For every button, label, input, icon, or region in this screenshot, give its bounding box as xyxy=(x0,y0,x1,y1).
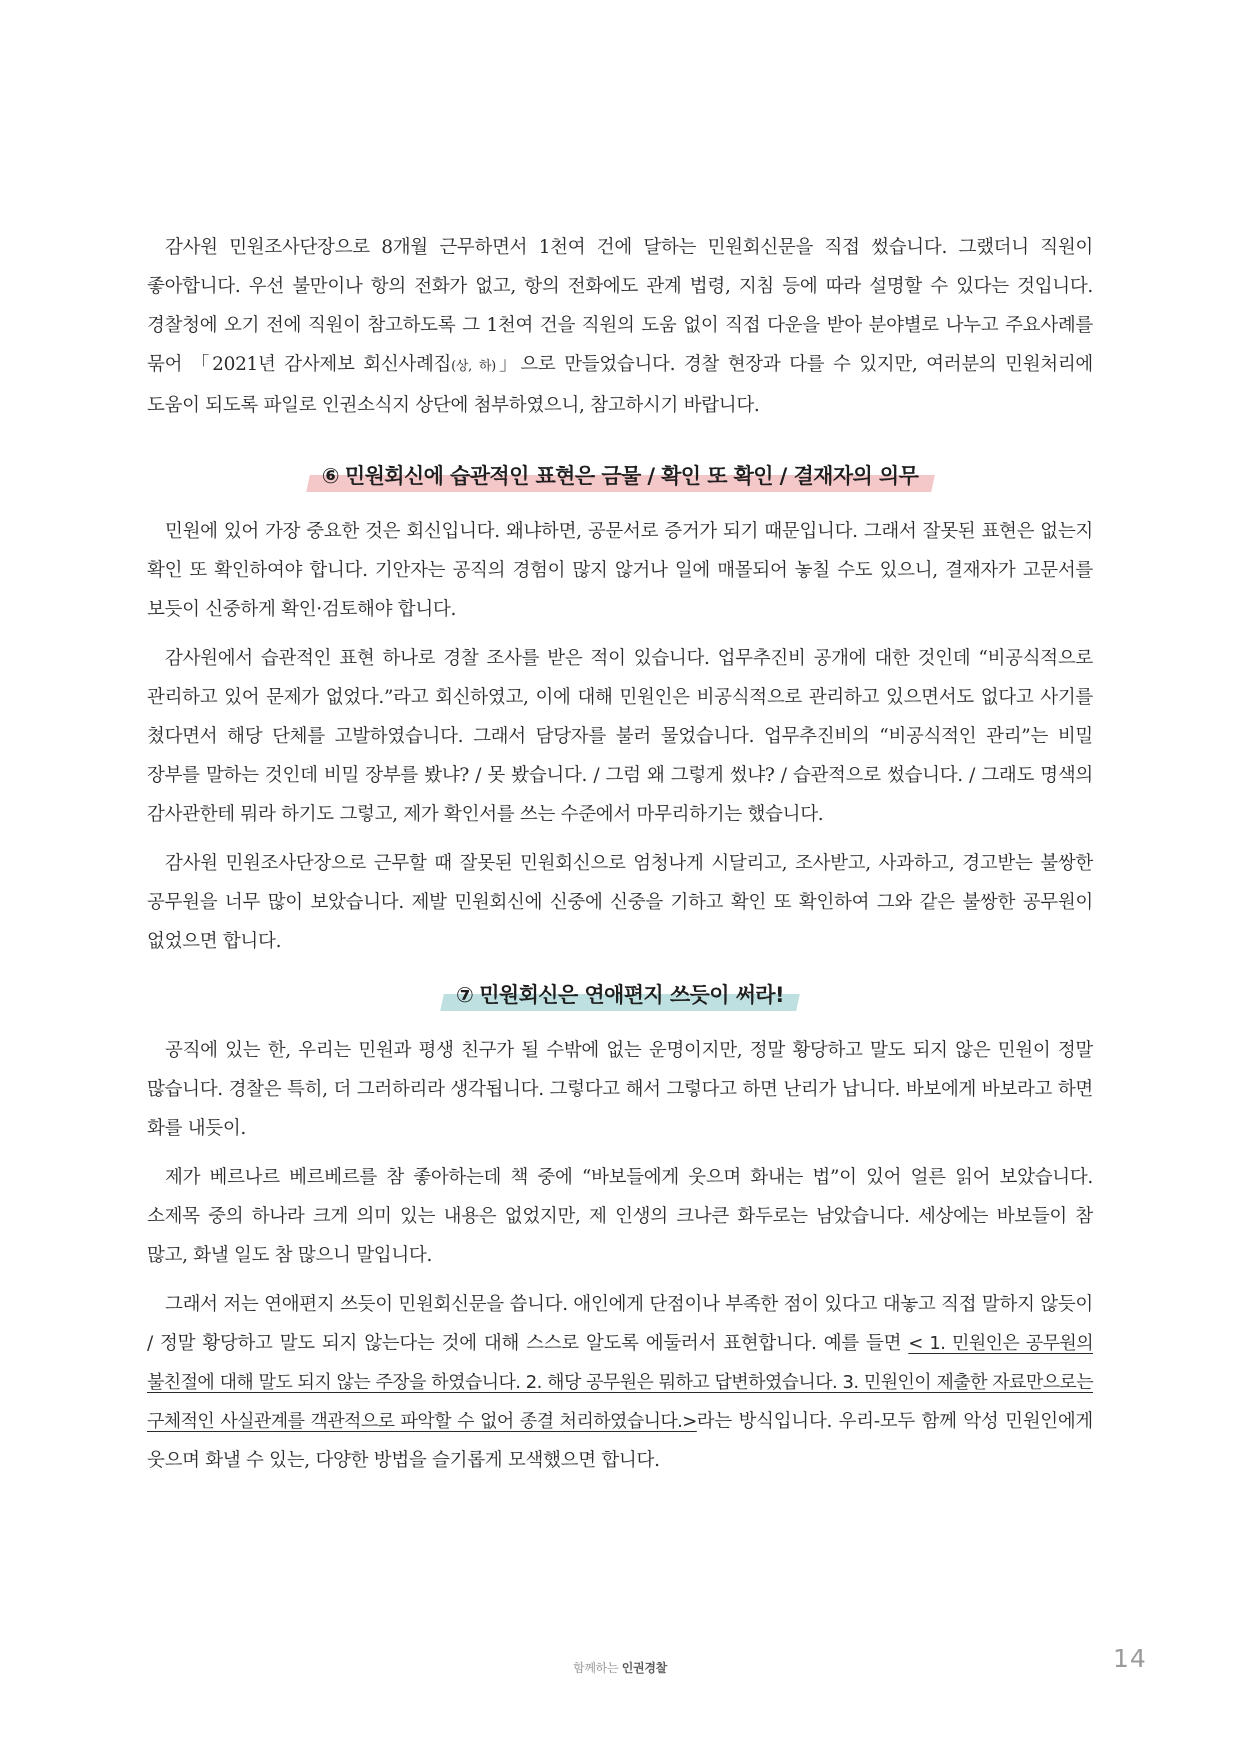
section6-paragraph: 민원에 있어 가장 중요한 것은 회신입니다. 왜냐하면, 공문서로 증거가 되기 때문입니다. 그래서 잘못된 표현은 없는지 확인 또 확인하여야 합니다. 기안자는 공직의 경험이 많지 않거나 일에 매몰되어 놓칠 수도 있으니, 결재자가 고문서를 보듯이 신중하게 확인·검토해야 합니다. xyxy=(147,521,1093,620)
intro-section xyxy=(147,228,1093,435)
intro-text-a: 감사원 민원조사단장으로 8개월 근무하면서 1천여 건에 달하는 민원회신문을 직접 썼습니다. 그랬더니 직원이 좋아합니다. 우선 불만이나 항의 전화가 없고, 항의 전화에도 관계 법령, 지침 등에 따라 설명할 수 있다는 것입니다. 경찰청에 오기 전에 직원이 참고하도록 그 1천여 건을 직원의 도움 없이 직접 다운을 받아 분야별로 나누고 주요사례를 묶어 「2021년 감사제보 회신사례집 xyxy=(147,237,1093,375)
intro-text-b: 」으로 만들었습니다. 경찰 현장과 다를 수 있지만, 여러분의 민원처리에 도움이 되도록 파일로 인권소식지 상단에 첨부하였으니, 참고하시기 바랍니다. xyxy=(147,354,1094,416)
section6-body xyxy=(147,512,1093,971)
section6-number: ⑥ xyxy=(321,464,339,488)
section7-title: 민원회신은 연애편지 쓰듯이 써라! xyxy=(479,983,784,1007)
section7-paragraph-last xyxy=(147,1285,1093,1480)
section6-title: 민원회신에 습관적인 표현은 금물 / 확인 또 확인 / 결재자의 의무 xyxy=(344,464,919,488)
section7-paragraph: 공직에 있는 한, 우리는 민원과 평생 친구가 될 수밖에 없는 운명이지만, 정말 황당하고 말도 되지 않은 민원이 정말 많습니다. 경찰은 특히, 더 그러하리라 생각됩니다. 그렇다고 해서 그렇다고 하면 난리가 납니다. 바보에게 바보라고 하면 화를 내듯이. xyxy=(147,1040,1093,1139)
intro-text-small: (상, 하) xyxy=(451,359,496,374)
section6-paragraph: 감사원 민원조사단장으로 근무할 때 잘못된 민원회신으로 엄청나게 시달리고, 조사받고, 사과하고, 경고받는 불쌍한 공무원을 너무 많이 보았습니다. 제발 민원회신에 신중에 신중을 기하고 확인 또 확인하여 그와 같은 불쌍한 공무원이 없었으면 합니다. xyxy=(147,853,1093,952)
section7-last-text-b: 라는 방식입니다. 우리-모두 함께 악성 민원인에게 웃으며 화낼 수 있는, 다양한 방법을 슬기롭게 모색했으면 합니다. xyxy=(147,1411,1093,1471)
section7-body xyxy=(147,1031,1093,1490)
section7-heading xyxy=(442,977,798,1013)
section6-heading xyxy=(308,458,933,494)
section7-last-text-a: 그래서 저는 연애편지 쓰듯이 민원회신문을 씁니다. 애인에게 단점이나 부족한 점이 있다고 대놓고 직접 말하지 않듯이 / 정말 황당하고 말도 되지 않는다는 것에 대해 스스로 알도록 에둘러서 표현합니다. 예를 들면 xyxy=(147,1294,1093,1354)
footer-label-main: 인권경찰 xyxy=(621,1661,667,1675)
page-number: 14 xyxy=(1113,1644,1147,1673)
section7-heading-row xyxy=(0,977,1240,1013)
footer-label-prefix: 함께하는 xyxy=(573,1661,619,1675)
section6-heading-row xyxy=(0,458,1240,494)
section6-paragraph: 감사원에서 습관적인 표현 하나로 경찰 조사를 받은 적이 있습니다. 업무추진비 공개에 대한 것인데 “비공식적으로 관리하고 있어 문제가 없었다.”라고 회신하였고, 이에 대해 민원인은 비공식적으로 관리하고 있으면서도 없다고 사기를 쳤다면서 해당 단체를 고발하였습니다. 그래서 담당자를 불러 물었습니다. 업무추진비의 “비공식적인 관리”는 비밀 장부를 말하는 것인데 비밀 장부를 봤냐? / 못 봤습니다. / 그럼 왜 그렇게 썼냐? / 습관적으로 썼습니다. / 그래도 명색의 감사관한테 뭐라 하기도 그렇고, 제가 확인서를 쓰는 수준에서 마무리하기는 했습니다. xyxy=(147,648,1093,825)
section7-number: ⑦ xyxy=(456,983,474,1007)
intro-paragraph xyxy=(147,228,1093,425)
footer-label xyxy=(0,1659,1240,1676)
section7-paragraph: 제가 베르나르 베르베르를 참 좋아하는데 책 중에 “바보들에게 웃으며 화내는 법”이 있어 얼른 읽어 보았습니다. 소제목 중의 하나라 크게 의미 있는 내용은 없었지만, 제 인생의 크나큰 화두로는 남았습니다. 세상에는 바보들이 참 많고, 화낼 일도 참 많으니 말입니다. xyxy=(147,1167,1093,1266)
section7-underlined-example: < 1. 민원인은 공무원의 불친절에 대해 말도 되지 않는 주장을 하였습니다. 2. 해당 공무원은 뭐하고 답변하였습니다. 3. 민원인이 제출한 자료만으로는 구체적인 사실관계를 객관적으로 파악할 수 없어 종결 처리하였습니다.> xyxy=(147,1333,1093,1432)
